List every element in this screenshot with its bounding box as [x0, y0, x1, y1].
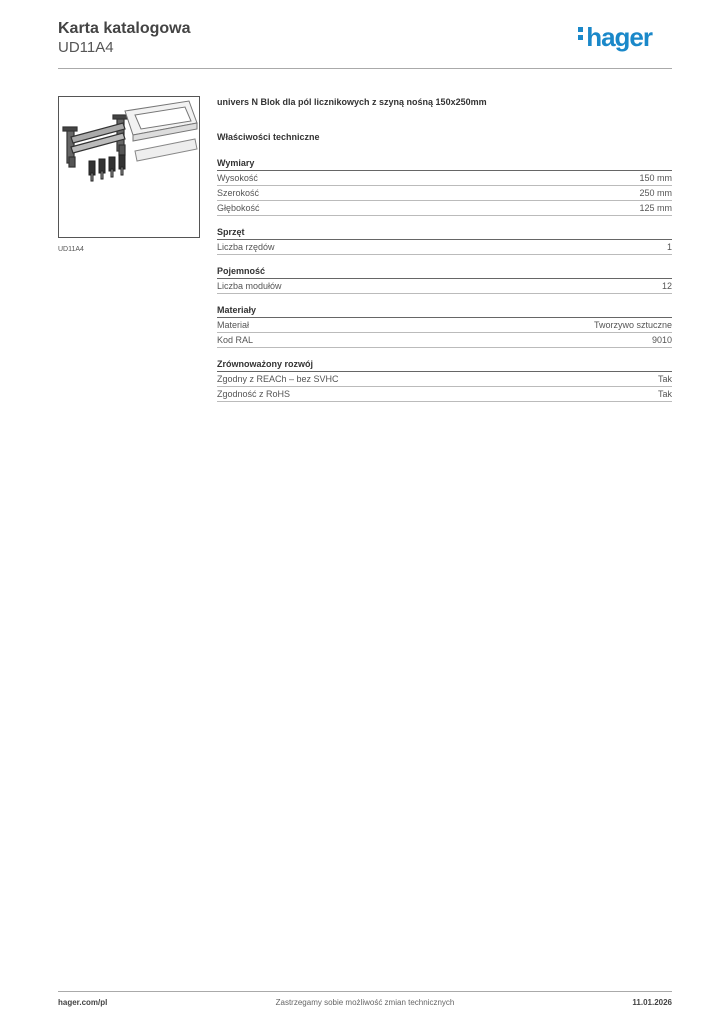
group-title: Sprzęt	[217, 226, 672, 240]
spec-value: 9010	[651, 335, 672, 345]
spec-value: Tak	[657, 374, 672, 384]
hager-logo	[578, 22, 652, 53]
spec-label: Zgodny z REACh – bez SVHC	[217, 374, 339, 384]
group-capacity	[217, 265, 672, 294]
group-sustainability	[217, 358, 672, 402]
section-title: Właściwości techniczne	[217, 132, 320, 142]
group-title: Pojemność	[217, 265, 672, 279]
spec-row	[217, 171, 672, 186]
spec-label: Zgodność z RoHS	[217, 389, 291, 399]
logo-text: hager	[586, 22, 652, 52]
spec-row	[217, 333, 672, 348]
spec-label: Wysokość	[217, 173, 258, 183]
product-image	[58, 96, 200, 238]
footer-notice: Zastrzegamy sobie możliwość zmian technicznych	[275, 998, 455, 1007]
spec-label: Liczba rzędów	[217, 242, 275, 252]
footer-divider	[58, 991, 672, 992]
group-title: Wymiary	[217, 157, 672, 171]
group-dimensions	[217, 157, 672, 216]
spec-value: Tworzywo sztuczne	[593, 320, 672, 330]
spec-value: 12	[661, 281, 672, 291]
group-title: Materiały	[217, 304, 672, 318]
spec-value: Tak	[657, 389, 672, 399]
spec-row	[217, 318, 672, 333]
spec-label: Kod RAL	[217, 335, 254, 345]
spec-row	[217, 372, 672, 387]
spec-label: Szerokość	[217, 188, 260, 198]
image-caption: UD11A4	[58, 246, 84, 253]
spec-value: 125 mm	[639, 203, 672, 213]
spec-label: Głębokość	[217, 203, 260, 213]
spec-value: 250 mm	[639, 188, 672, 198]
group-equipment	[217, 226, 672, 255]
footer-date: 11.01.2026	[632, 998, 672, 1007]
logo-dots-icon	[578, 24, 583, 43]
spec-value: 1	[666, 242, 672, 252]
product-code: UD11A4	[58, 39, 114, 56]
spec-row	[217, 201, 672, 216]
page-header	[58, 20, 672, 68]
product-illustration	[59, 97, 199, 237]
spec-label: Liczba modułów	[217, 281, 282, 291]
document-title: Karta katalogowa	[58, 20, 191, 37]
group-title: Zrównoważony rozwój	[217, 358, 672, 372]
spec-row	[217, 279, 672, 294]
spec-label: Materiał	[217, 320, 250, 330]
spec-value: 150 mm	[639, 173, 672, 183]
group-materials	[217, 304, 672, 348]
spec-row	[217, 240, 672, 255]
product-title: univers N Blok dla pól licznikowych z szyną nośną 150x250mm	[217, 97, 487, 107]
spec-row	[217, 186, 672, 201]
header-divider	[58, 68, 672, 69]
footer-website-link[interactable]: hager.com/pl	[58, 998, 108, 1007]
product-details	[217, 95, 672, 402]
spec-row	[217, 387, 672, 402]
